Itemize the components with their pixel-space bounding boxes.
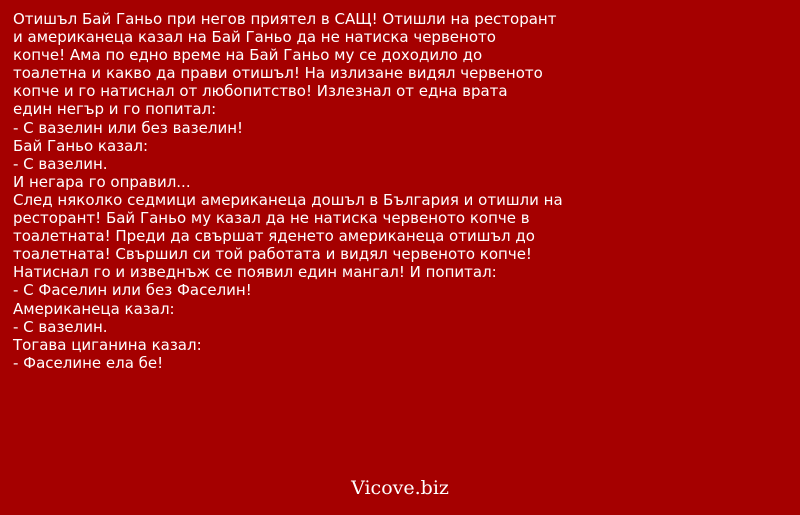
joke-line: и американеца казал на Бай Ганьо да не натиска червеното xyxy=(13,28,496,47)
joke-line: тоалетната! Преди да свършат яденето американеца отишъл до xyxy=(13,227,535,246)
joke-line: копче! Ама по едно време на Бай Ганьо му се доходило до xyxy=(13,46,483,65)
joke-line: - Фаселине ела бе! xyxy=(13,353,164,372)
site-watermark: Vicove.biz xyxy=(351,477,449,499)
joke-text xyxy=(13,10,793,372)
joke-line: Отишъл Бай Ганьо при негов приятел в САЩ! Отишли на ресторант xyxy=(13,10,557,28)
joke-line: тоалетна и какво да прави отишъл! На излизане видял червеното xyxy=(13,64,543,83)
joke-line: Тогава циганина казал: xyxy=(13,335,202,354)
joke-line: Бай Ганьо казал: xyxy=(13,136,148,155)
joke-line: И негара го оправил... xyxy=(13,172,191,191)
joke-line: Американеца казал: xyxy=(13,299,175,318)
joke-line: един негър и го попитал: xyxy=(13,100,217,119)
joke-line: - С вазелин. xyxy=(13,154,108,173)
joke-line: тоалетната! Свършил си той работата и видял червеното копче! xyxy=(13,245,532,264)
joke-line: копче и го натиснал от любопитство! Излезнал от една врата xyxy=(13,82,508,101)
joke-line: Натиснал го и изведнъж се появил един мангал! И попитал: xyxy=(13,263,497,282)
joke-line: ресторант! Бай Ганьо му казал да не натиска червеното копче в xyxy=(13,209,530,228)
joke-line: - С вазелин или без вазелин! xyxy=(13,118,244,137)
joke-line: - С вазелин. xyxy=(13,317,108,336)
joke-line: След няколко седмици американеца дошъл в България и отишли на xyxy=(13,190,563,209)
joke-line: - С Фаселин или без Фаселин! xyxy=(13,281,252,300)
